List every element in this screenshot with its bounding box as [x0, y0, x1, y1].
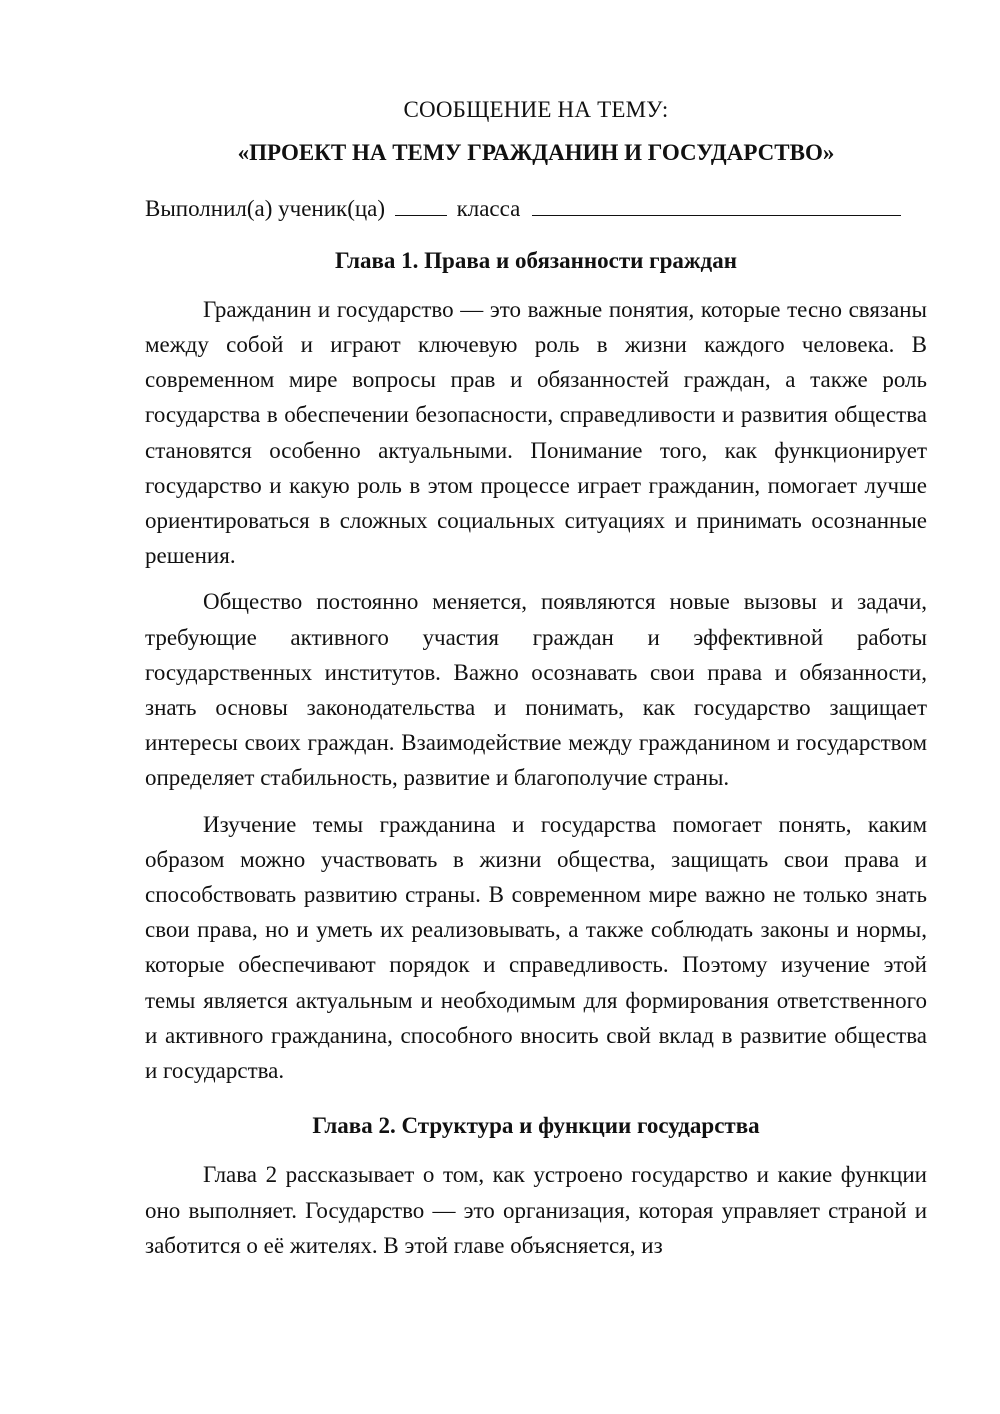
student-info-line — [145, 191, 927, 226]
student-prefix-label: Выполнил(а) ученик(ца) — [145, 196, 386, 222]
document-page — [145, 92, 927, 1274]
document-title-line-1: СООБЩЕНИЕ НА ТЕМУ: — [403, 97, 669, 122]
class-label: класса — [456, 196, 521, 222]
class-number-blank — [395, 195, 447, 216]
chapter-2-paragraph-1: Глава 2 рассказывает о том, как устроено государство и какие функции оно выполняет. Государство — это организация, которая управляет страной и заботится о её жителях. В этой главе объясняется, из — [145, 1162, 927, 1258]
document-title-line-2: «ПРОЕКТ НА ТЕМУ ГРАЖДАНИН И ГОСУДАРСТВО» — [237, 140, 835, 166]
chapter-1-paragraph-3: Изучение темы гражданина и государства помогает понять, каким образом можно участвовать в жизни общества, защищать свои права и способствовать развитию страны. В современном мире важно не только знать свои права, но и уметь их реализовывать, а также соблюдать законы и нормы, которые обеспечивают порядок и справедливость. Поэтому изучение этой темы является актуальным и необходимым для формирования ответственного и активного гражданина, способного вносить свой вклад в развитие общества и государства. — [145, 811, 927, 1084]
chapter-1-heading: Глава 1. Права и обязанности граждан — [335, 247, 737, 273]
chapter-2-heading: Глава 2. Структура и функции государства — [312, 1113, 760, 1139]
chapter-1-paragraph-1: Гражданин и государство — это важные понятия, которые тесно связаны между собой и играют ключевую роль в жизни каждого человека. В современном мире вопросы прав и обязанностей граждан, а также роль государства в обеспечении безопасности, справедливости и развития общества становятся особенно актуальными. Понимание того, как функционирует государство и какую роль в этом процессе играет гражданин, помогает лучше ориентироваться в сложных социальных ситуациях и принимать осознанные решения. — [145, 296, 927, 569]
chapter-1-paragraph-2: Общество постоянно меняется, появляются новые вызовы и задачи, требующие активного участия граждан и эффективной работы государственных институтов. Важно осознавать свои права и обязанности, знать основы законодательства и понимать, как государство защищает интересы своих граждан. Взаимодействие между гражданином и государством определяет стабильность, развитие и благополучие страны. — [145, 589, 927, 791]
student-name-blank — [532, 195, 901, 216]
